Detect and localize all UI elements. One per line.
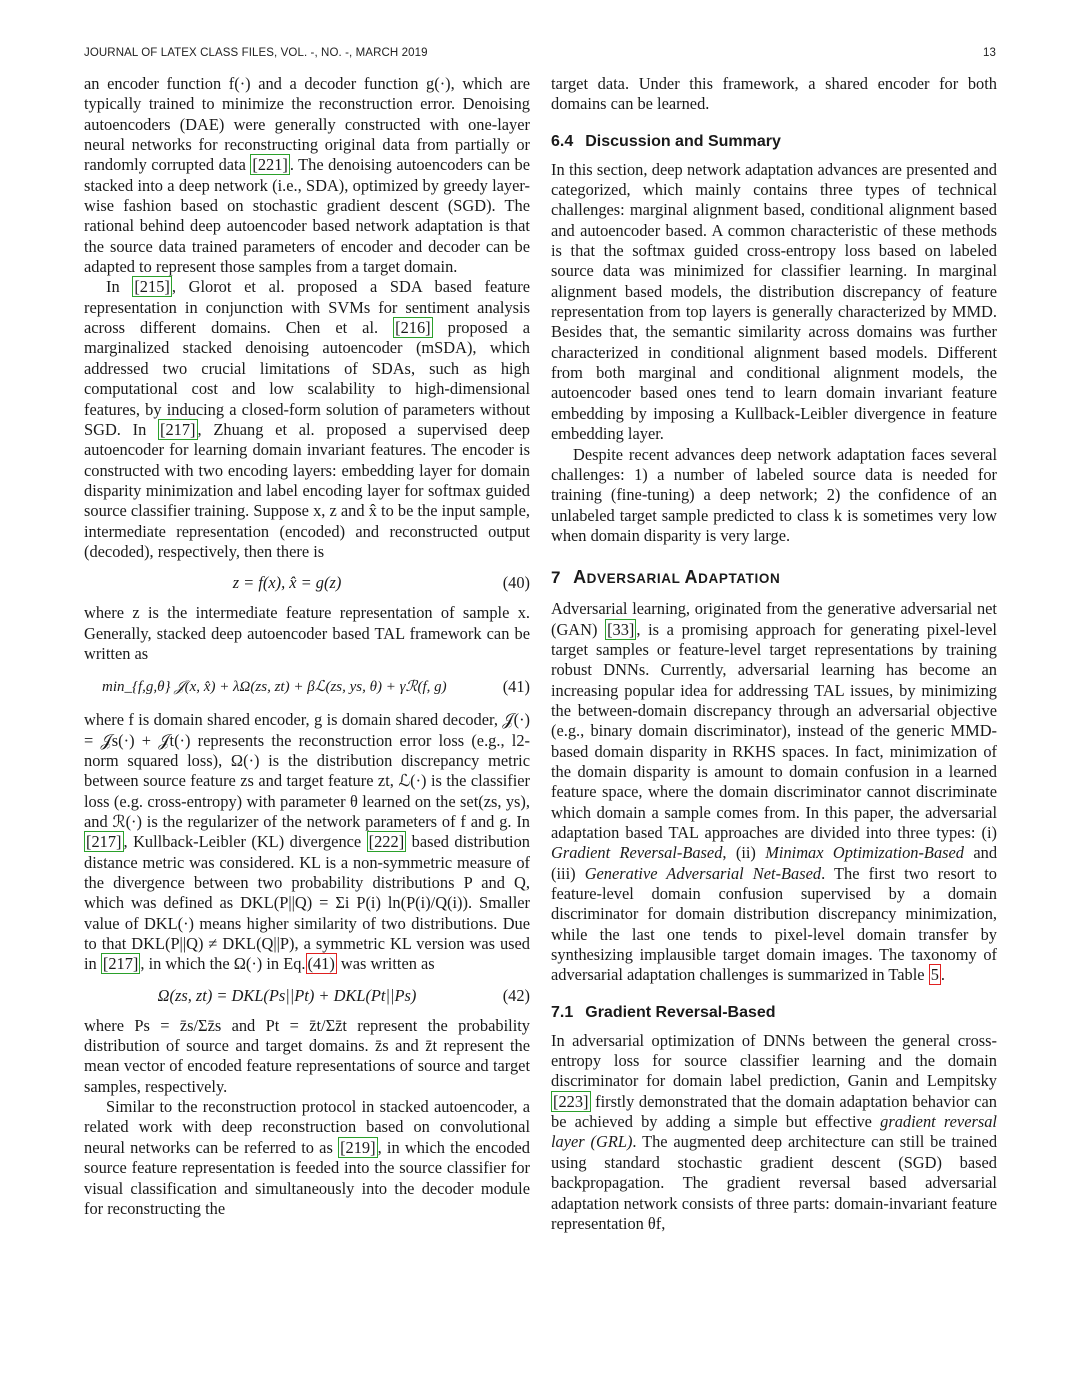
citation-link[interactable]: [217] [102,954,139,974]
right-column [551,74,997,1234]
citation-link[interactable]: [215] [134,277,170,297]
section-heading-7: 7 ADVERSARIAL ADAPTATION [551,567,781,588]
paragraph: Despite recent advances deep network adaptation faces several challenges: 1) a number of labeled source data is needed for training (fine-tuning) a deep network; 2) the confidence of an unlabeled target sample predicted to class k is sometimes very low when domain disparity is very large. [551,444,997,545]
citation-link[interactable]: [222] [368,832,405,852]
section-heading-7-1 [551,1003,997,1023]
section-title: Gradient Reversal-Based [585,1003,776,1021]
section-number: 6.4 [551,132,574,150]
type-name: Generative Adversarial Net-Based [584,863,822,883]
paragraph: where Ps = z̄s/Σz̄s and Pt = z̄t/Σz̄t represent the probability distribution of source and target domains. z̄s and z̄t represent the mean vector of encoded feature representations of source and target samples, respectively. [84,1015,530,1096]
equation-number: (40) [502,573,530,593]
citation-link[interactable]: [221] [252,155,288,175]
section-title: Discussion and Summary [585,132,781,150]
equation-formula: z = f(x), x̂ = g(z) [232,573,342,593]
section-number: 7.1 [551,1003,574,1021]
citation-link[interactable]: [223] [553,1091,589,1111]
section-number: 7 [551,568,562,588]
equation-formula: min_{f,g,θ} 𝒥(x, x̂) + λΩ(zs, zt) + βℒ(zs, ys, θ) + γℛ(f, g) [102,679,447,696]
citation-link[interactable]: [219] [340,1137,376,1157]
paragraph: In adversarial optimization of DNNs between the general cross-entropy loss for source classifier learning and the domain discriminator for domain label prediction, Ganin and Lempitsky [223] firstly demonstrated that the domain adaptation behavior can be achieved by adding a simple but effective gradient reversal layer (GRL). The augmented deep architecture can still be trained using standard stochastic gradient descent (SGD) based backpropagation. The gradient reversal based adversarial adaptation network consists of three parts: domain-invariant feature representation θf, [551,1030,998,1233]
paragraph: Adversarial learning, originated from the generative adversarial net (GAN) [33] , is a promising approach for generating pixel-level target samples or feature-level target representations by training robust DNNs. Currently, adversarial learning has become an increasing popular idea for addressing TAL issues, by minimizing the between-domain discrepancy through an adversarial objective (e.g., binary domain discriminator), instead of the generic MMD-based domain disparity in RKHS spaces. In fact, minimization of the domain disparity is amount to domain confusion in a learned feature space, where the domain discriminator cannot discriminate which domain a sample comes from. In this paper, the adversarial adaptation based TAL approaches are divided into three types: (i) Gradient Reversal-Based, (ii) Minimax Optimization-Based and (iii) Generative Adversarial Net-Based. The first two resort to feature-level domain confusion supervised by a domain discriminator for domain distribution discrepancy minimization, while the last one tends to pixel-level domain transfer by synthesizing implausible target domain images. The taxonomy of adversarial adaptation challenges is summarized in Table 5 . [551,599,998,985]
equation-number: (42) [502,985,530,1005]
term: gradient reversal layer (GRL) [551,1112,997,1152]
section-heading-6-4 [551,132,997,152]
citation-link[interactable]: [33] [607,619,635,639]
citation-link[interactable]: [217] [160,419,196,439]
type-name: Minimax Optimization-Based [765,843,964,863]
equation-formula: Ω(zs, zt) = DKL(Ps||Pt) + DKL(Pt||Ps) [157,985,417,1005]
paragraph: Similar to the reconstruction protocol in stacked autoencoder, a related work with deep reconstruction based on convolutional neural networks can be referred to as [219] , in which the encoded source feature representation is feeded into the source classifier for visual classification and simultaneously into the decoder module for reconstructing the [84,1097,530,1218]
paragraph: where f is domain shared encoder, g is domain shared decoder, 𝒥(·) = 𝒥s(·) + 𝒥t(·) represents the reconstruction error loss (e.g., l2-norm squared loss), Ω(·) is the distribution discrepancy metric between source feature zs and target feature zt, ℒ(·) is the classifier loss (e.g. cross-entropy) with parameter θ learned on the set(zs, ys), and ℛ(·) is the regularizer of the network parameters of f and g. In [217] , Kullback-Leibler (KL) divergence [222] based distribution distance metric was considered. KL is a non-symmetric measure of the divergence between two probability distributions P and Q, which was defined as DKL(P||Q) = Σi P(i) ln(P(i)/Q(i)). Smaller value of DKL(·) means higher similarity of two distributions. Due to that DKL(P||Q) ≠ DKL(Q||P), a symmetric KL version was used in [217] , in which the Ω(·) in Eq. (41) was written as [84,710,530,974]
paragraph: an encoder function f(·) and a decoder function g(·), which are typically trained to minimize the reconstruction error. Denoising autoencoders (DAE) were generally constructed with one-layer neural networks for reconstructing original data from partially or randomly corrupted data [221] . The denoising autoencoders can be stacked into a deep network (i.e., SDA), optimized by greedy layer-wise fashion based on stochastic gradient descent (SGD). The rational behind deep autoencoder based network adaptation is that the source data trained parameters of encoder and decoder can be adapted to represent those samples from a target domain. [84,74,530,277]
equation-42 [84,985,530,1007]
journal-title: JOURNAL OF LATEX CLASS FILES, VOL. -, NO. -, MARCH 2019 [84,47,428,59]
paragraph: In this section, deep network adaptation advances are presented and categorized, which mainly contains three types of technical challenges: marginal alignment based, conditional alignment based and autoencoder based. A common characteristic of these methods is that the softmax guided cross-entropy loss based on labeled source data was minimized for classifier learning. In marginal alignment based models, the distribution discrepancy of feature representation from top layers is generally characterized by MMD. Besides that, the semantic similarity across domains was further characterized in conditional alignment based models. Different from both marginal and conditional alignment models, the autoencoder based ones tend to learn domain invariant feature embedding by imposing a Kullback-Leibler divergence in feature embedding layer. [551,159,997,444]
page-number: 13 [983,47,996,59]
paragraph: where z is the intermediate feature representation of sample x. Generally, stacked deep autoencoder based TAL framework can be written as [84,603,530,663]
equation-link[interactable]: (41) [307,954,335,974]
paragraph: target data. Under this framework, a shared encoder for both domains can be learned. [551,74,997,114]
paragraph: In [215] , Glorot et al. proposed a SDA based feature representation in conjunction with SVMs for sentiment analysis across different domains. Chen et al. [216] proposed a marginalized stacked denoising autoencoder (mSDA), which addressed two crucial limitations of SDAs, such as high computational cost and low scalability to high-dimensional features, by inducing a closed-form solution of parameters without SGD. In [217] , Zhuang et al. proposed a supervised deep autoencoder for learning domain invariant features. The encoder is constructed with two encoding layers: embedding layer for domain disparity minimization and label encoding layer for softmax guided source classifier training. Suppose x, z and x̂ to be the input sample, intermediate representation (encoded) and reconstructed output (decoded), respectively, then there is [84,277,530,561]
citation-link[interactable]: [217] [86,832,122,852]
equation-40 [84,572,530,594]
equation-number: (41) [502,677,530,697]
left-column [84,74,530,1219]
citation-link[interactable]: [216] [395,318,431,338]
table-link[interactable]: 5 [930,965,939,985]
running-header [84,47,996,63]
type-name: Gradient Reversal-Based [551,843,723,863]
equation-41 [84,676,530,698]
